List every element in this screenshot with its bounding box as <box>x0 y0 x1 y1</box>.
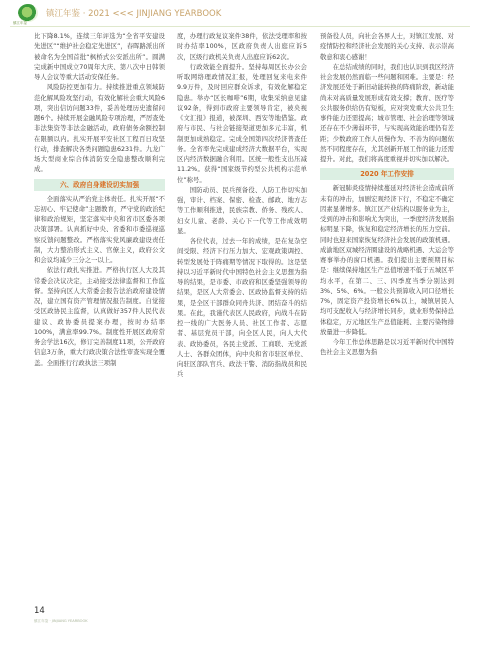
paragraph: 各位代表，过去一年的成绩，是在复杂空间受限、经济下行压力加大、宏观政策调控、转型发展处于阵痛期等情况下取得的。这是坚持以习近平新时代中国特色社会主义思想为指导的结果，是市委、市政府和区委坚强领导的结果，是区人大常委会、区政协监督支持的结果，是全区干部群众同舟共济、团结奋斗的结果。在此，我谨代表区人民政府，向战斗在防控一线的广大医务人员、社区工作者、志愿者、基层党员干部，向全区人民，向人大代表、政协委员，各民主党派、工商联、无党派人士、各群众团体，向中央和省市驻区单位、向驻区部队官兵、政法干警、消防指战员和民兵 <box>177 238 307 379</box>
paragraph: 依法行政扎实推进。严格执行区人大及其常委会决议决定，主动接受法律监督和工作监督。坚持向区人大常委会报告法治政府建设情况，建立国有资产管理情况报告制度。自觉接受区政协民主监督，认真做好357件人民代表建议、政协委员提案办理，按时办结率100%，满意率99.7%。制度性开展区政府常务会学法16次，修订完善制度11项，公开政府信息3万条，重大行政决策合法性审查实现全覆盖。全面推行行政执法三项制 <box>34 267 165 367</box>
header-divider <box>10 26 470 27</box>
paragraph: 行政效能全面提升。坚持每周区长办公会听取网络理政情况汇报，处理回复来电来件9.9万件，及时回应群众诉求，有效化解稳定隐患。举办“区长咖啡”6期，收集采纳意见建议92条，得到市政府主要领导肯定，被央视《文汇报》报道，被深圳、西安等地借鉴。政府与市民、与社会链接渠道更加多元丰富，机制更加成熟稳定。完成全国第四次经济普查任务。全省率先完成建成经济大数据平台，实现区内经济数据融合利用。区统一般性支出压减11.2%。获得“国家级节约型公共机构示范单位”称号。 <box>177 63 307 184</box>
running-title: 镇江年鉴 · 2021 <<< JINJIANG YEARBOOK <box>46 9 222 19</box>
paragraph: 在总结成绩的同时，我们也认识到我区经济社会发展仍然面临一些问题和困难。主要是：经济发展还处于新旧动能转换的阵痛阶段，新动能尚未对高质量发展形成有效支撑；教育、医疗等公共服务供给仍有短板，应对突发重大公共卫生事件能力还需提高；城市管理、社会治理等领域还存在不少薄弱环节，与实现高效能治理仍有差距；少数政府工作人员慢作为、不善为的问题依然不同程度存在，尤其创新开展工作的能力还需提升。对此，我们将高度重视并切实加以解决。 <box>320 63 454 163</box>
section-heading: 六、政府自身建设切实加强 <box>34 179 165 191</box>
yearbook-logo-icon <box>18 4 38 22</box>
paragraph: 预备役人员，向社会各界人士，对镇江发展、对疫情防控和经济社会发展的关心支持、表示崇高敬意和衷心感谢！ <box>320 33 454 61</box>
text-column-3 <box>320 32 454 359</box>
footer-caption: 镇江年鉴 · JINJIANG YEARBOOK <box>34 619 88 623</box>
text-column-2 <box>177 32 307 381</box>
section-heading: 2020 年工作安排 <box>320 168 454 180</box>
paragraph: 比下降8.1%，连续三年评选为“全省平安建设先进区”“维护社会稳定先进区”，春晖路派出所被命名为全国首批“枫桥式公安派出所”。圆满完成新中国成立70周年大庆、第八次中日韩领导人会议等重大活动安保任务。 <box>34 33 165 81</box>
paragraph: 今年工作总体思路是以习近平新时代中国特色社会主义思想为指 <box>320 339 454 357</box>
paragraph: 国防动员、民兵预备役、人防工作切实加强，审计、档案、保密、检查、邮政、地方志等工作顺利推进，民族宗教、侨务、残疾人、妇女儿童、老龄、关心下一代等工作成效明显。 <box>177 186 307 235</box>
paragraph: 新冠肺炎疫情持续蔓延对经济社会造成前所未有的冲击，加剧宏观经济下行，不稳定不确定因素显著增多。镇江区产业结构以服务业为主，受到的冲击和影响尤为突出，一季度经济发展指标明显下降，恢复和稳定经济增长的压力空前。同时也迎来国家恢复经济社会发展的政策机遇。成渝地区双城经济圈建设的战略机遇、大运会等赛事举办的窗口机遇。我们提出主要预期目标是：继续保持地区生产总值增速不低于五城区平均水平，在第二、三、四季度当季分别达到3%、5%、6%。一般公共预算收入同口径增长7%，固定资产投资增长6%以上，城镇居民人均可支配收入与经济增长同步，就业形势保持总体稳定，万元地区生产总值能耗、主要污染物排放量进一步降低。 <box>320 185 454 336</box>
logo-text: 镇江年鉴 <box>13 21 27 25</box>
text-column-1 <box>34 32 165 369</box>
page-number: 14 <box>34 606 45 616</box>
page-header <box>0 0 480 28</box>
paragraph: 风险防控更加有力。持续推进重点领域防范化解风险攻坚行动，有效化解社会重大风险6项，突出信访问题33件，妥善处理历史遗留问题6个。持续开展金融风险专项治理，严厉查处非法集资等非法金融活动，政府债务余额控制在限额以内。扎实开展平安社区工程百日攻坚行动，排查解决各类问题隐患6231件。九龙广场大型商业综合体消防安全隐患整改顺利完成。 <box>34 84 165 174</box>
paragraph: 度，办理行政复议案件38件，依法受理率和按时办结率100%，区政府负责人出庭应诉5次，区级行政机关负责人出庭应诉62次。 <box>177 33 307 61</box>
paragraph: 全面落实从严治党主体责任。扎实开展“不忘初心、牢记使命”主题教育，严守党的政治纪律和政治规矩，坚定落实中央和省市区委各项决策部署。认真抓好中央、省委和市委巡视巡察反馈问题整改。严格落实党风廉政建设责任制，大力整治形式主义、官僚主义，政府公文和会议均减少三分之一以上。 <box>34 195 165 264</box>
